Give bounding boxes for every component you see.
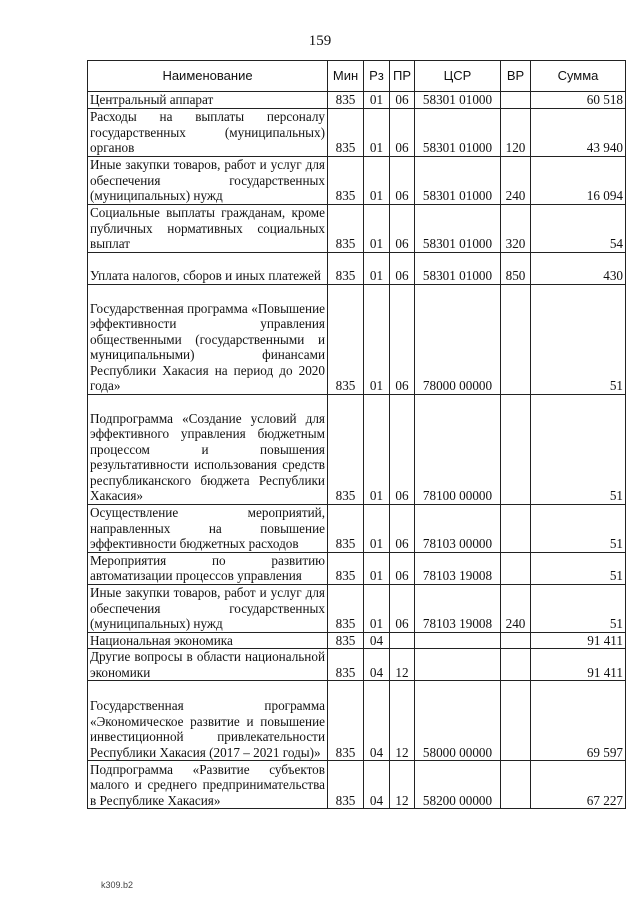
cell-vr: 240 xyxy=(501,156,531,204)
cell-min: 835 xyxy=(328,761,364,809)
table-row xyxy=(88,252,626,284)
cell-min: 835 xyxy=(328,552,364,584)
cell-rz: 01 xyxy=(364,284,390,394)
cell-min: 835 xyxy=(328,108,364,156)
cell-min: 835 xyxy=(328,284,364,394)
cell-vr: 120 xyxy=(501,108,531,156)
cell-name: Осуществление мероприятий, направленных на повышение эффективности бюджетных расходов xyxy=(88,504,328,552)
cell-pr: 06 xyxy=(390,394,415,504)
cell-sum: 43 940 xyxy=(531,108,626,156)
cell-min: 835 xyxy=(328,649,364,681)
cell-vr xyxy=(501,552,531,584)
cell-sum: 51 xyxy=(531,504,626,552)
cell-csr: 58200 00000 xyxy=(415,761,501,809)
cell-pr: 12 xyxy=(390,649,415,681)
table-row xyxy=(88,108,626,156)
cell-rz: 01 xyxy=(364,584,390,632)
header-name: Наименование xyxy=(88,61,328,92)
cell-pr: 06 xyxy=(390,156,415,204)
table-row xyxy=(88,649,626,681)
cell-rz: 04 xyxy=(364,681,390,761)
cell-name: Подпрограмма «Развитие субъектов малого и среднего предпринимательства в Республике Хакасия» xyxy=(88,761,328,809)
cell-sum: 430 xyxy=(531,252,626,284)
header-vr: ВР xyxy=(501,61,531,92)
table-row xyxy=(88,156,626,204)
cell-vr: 240 xyxy=(501,584,531,632)
cell-csr: 78103 00000 xyxy=(415,504,501,552)
cell-vr xyxy=(501,504,531,552)
cell-rz: 04 xyxy=(364,649,390,681)
cell-name: Центральный аппарат xyxy=(88,92,328,109)
cell-vr xyxy=(501,92,531,109)
cell-rz: 01 xyxy=(364,252,390,284)
cell-vr xyxy=(501,649,531,681)
cell-rz: 04 xyxy=(364,761,390,809)
table-row xyxy=(88,204,626,252)
cell-rz: 01 xyxy=(364,156,390,204)
cell-csr: 78103 19008 xyxy=(415,584,501,632)
cell-min: 835 xyxy=(328,92,364,109)
cell-rz: 01 xyxy=(364,108,390,156)
cell-min: 835 xyxy=(328,632,364,649)
cell-min: 835 xyxy=(328,394,364,504)
budget-table xyxy=(87,60,626,809)
cell-pr: 06 xyxy=(390,92,415,109)
cell-sum: 91 411 xyxy=(531,632,626,649)
cell-pr: 06 xyxy=(390,584,415,632)
cell-pr: 06 xyxy=(390,284,415,394)
cell-name: Мероприятия по развитию автоматизации процессов управления xyxy=(88,552,328,584)
cell-name: Государственная программа «Экономическое развитие и повышение инвестиционной привлекательности Республики Хакасия (2017 – 2021 годы)» xyxy=(88,681,328,761)
cell-min: 835 xyxy=(328,252,364,284)
cell-min: 835 xyxy=(328,584,364,632)
cell-sum: 51 xyxy=(531,552,626,584)
cell-sum: 54 xyxy=(531,204,626,252)
cell-vr xyxy=(501,394,531,504)
cell-pr: 06 xyxy=(390,252,415,284)
cell-vr: 320 xyxy=(501,204,531,252)
cell-name: Социальные выплаты гражданам, кроме публичных нормативных социальных выплат xyxy=(88,204,328,252)
cell-csr: 58301 01000 xyxy=(415,92,501,109)
cell-rz: 01 xyxy=(364,204,390,252)
cell-csr: 58000 00000 xyxy=(415,681,501,761)
cell-csr: 78103 19008 xyxy=(415,552,501,584)
cell-name: Национальная экономика xyxy=(88,632,328,649)
cell-rz: 04 xyxy=(364,632,390,649)
cell-csr: 78000 00000 xyxy=(415,284,501,394)
cell-rz: 01 xyxy=(364,552,390,584)
cell-csr: 58301 01000 xyxy=(415,252,501,284)
cell-name: Расходы на выплаты персоналу государственных (муниципальных) органов xyxy=(88,108,328,156)
table-row xyxy=(88,394,626,504)
cell-sum: 60 518 xyxy=(531,92,626,109)
table-row xyxy=(88,681,626,761)
header-pr: ПР xyxy=(390,61,415,92)
cell-csr: 78100 00000 xyxy=(415,394,501,504)
cell-csr xyxy=(415,649,501,681)
cell-csr: 58301 01000 xyxy=(415,204,501,252)
header-rz: Рз xyxy=(364,61,390,92)
cell-rz: 01 xyxy=(364,92,390,109)
cell-name: Другие вопросы в области национальной экономики xyxy=(88,649,328,681)
cell-min: 835 xyxy=(328,156,364,204)
cell-rz: 01 xyxy=(364,394,390,504)
cell-min: 835 xyxy=(328,204,364,252)
cell-sum: 67 227 xyxy=(531,761,626,809)
cell-vr xyxy=(501,632,531,649)
header-min: Мин xyxy=(328,61,364,92)
table-row xyxy=(88,284,626,394)
cell-pr: 12 xyxy=(390,681,415,761)
cell-csr: 58301 01000 xyxy=(415,156,501,204)
cell-pr xyxy=(390,632,415,649)
cell-name: Иные закупки товаров, работ и услуг для обеспечения государственных (муниципальных) нужд xyxy=(88,584,328,632)
header-csr: ЦСР xyxy=(415,61,501,92)
cell-pr: 06 xyxy=(390,504,415,552)
cell-min: 835 xyxy=(328,504,364,552)
cell-csr: 58301 01000 xyxy=(415,108,501,156)
table-row xyxy=(88,92,626,109)
table-row xyxy=(88,632,626,649)
cell-name: Государственная программа «Повышение эффективности управления общественными (государственными и муниципальными) финансами Республики Хакасия на период до 2020 года» xyxy=(88,284,328,394)
page-number: 159 xyxy=(308,33,332,49)
cell-sum: 51 xyxy=(531,394,626,504)
cell-sum: 16 094 xyxy=(531,156,626,204)
cell-name: Подпрограмма «Создание условий для эффективного управления бюджетным процессом и повышения результативности использования средств республиканского бюджета Республики Хакасия» xyxy=(88,394,328,504)
cell-vr xyxy=(501,681,531,761)
cell-min: 835 xyxy=(328,681,364,761)
cell-pr: 12 xyxy=(390,761,415,809)
cell-sum: 69 597 xyxy=(531,681,626,761)
footer-mark: k309.b2 xyxy=(101,880,134,890)
cell-pr: 06 xyxy=(390,204,415,252)
cell-name: Иные закупки товаров, работ и услуг для обеспечения государственных (муниципальных) нужд xyxy=(88,156,328,204)
table-row xyxy=(88,761,626,809)
cell-vr xyxy=(501,761,531,809)
cell-pr: 06 xyxy=(390,108,415,156)
cell-name: Уплата налогов, сборов и иных платежей xyxy=(88,252,328,284)
table-header-row xyxy=(88,61,626,92)
cell-csr xyxy=(415,632,501,649)
cell-pr: 06 xyxy=(390,552,415,584)
cell-rz: 01 xyxy=(364,504,390,552)
cell-sum: 91 411 xyxy=(531,649,626,681)
cell-sum: 51 xyxy=(531,584,626,632)
header-sum: Сумма xyxy=(531,61,626,92)
cell-sum: 51 xyxy=(531,284,626,394)
cell-vr: 850 xyxy=(501,252,531,284)
table-row xyxy=(88,584,626,632)
table-row xyxy=(88,504,626,552)
cell-vr xyxy=(501,284,531,394)
table-row xyxy=(88,552,626,584)
